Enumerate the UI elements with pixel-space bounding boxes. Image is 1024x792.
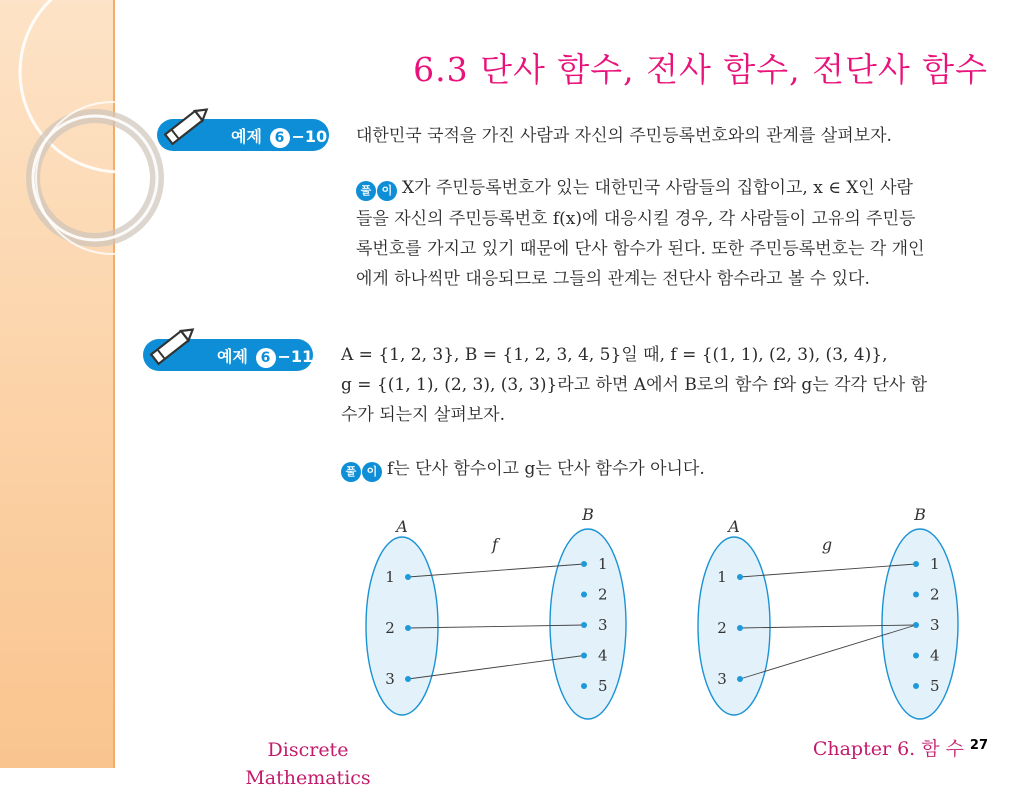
element-label: 5 bbox=[598, 677, 608, 695]
page-number: 27 bbox=[969, 738, 988, 753]
footer-course: Discrete Mathematics bbox=[245, 739, 371, 789]
element-dot bbox=[737, 574, 743, 580]
pencil-icon bbox=[145, 323, 199, 367]
set-label: A bbox=[396, 517, 408, 536]
set-ellipse bbox=[882, 529, 958, 719]
example-6-10-solution bbox=[356, 173, 925, 294]
example-badge-circle-num: 6 bbox=[270, 128, 290, 148]
solution-line: 록번호를 가지고 있기 때문에 단사 함수가 된다. 또한 주민등록번호는 각 개인 bbox=[356, 238, 925, 259]
element-dot bbox=[737, 625, 743, 631]
element-dot bbox=[581, 592, 587, 598]
set-ellipse bbox=[366, 537, 438, 715]
element-dot bbox=[737, 676, 743, 682]
element-label: 2 bbox=[598, 585, 608, 604]
example-badge-suffix: −11 bbox=[277, 347, 314, 366]
set-label: B bbox=[914, 505, 926, 524]
element-label: 1 bbox=[717, 568, 727, 586]
page-title: 6.3 단사 함수, 전사 함수, 전단사 함수 bbox=[413, 50, 988, 89]
element-dot bbox=[581, 561, 587, 567]
question-line: g = {(1, 1), (2, 3), (3, 3)}라고 하면 A에서 B로의 함수 f와 g는 각각 단사 함 bbox=[341, 375, 928, 395]
example-badge-circle-num: 6 bbox=[256, 348, 276, 368]
element-label: 4 bbox=[598, 646, 608, 665]
example-6-11-question bbox=[341, 340, 927, 430]
footer-chapter: Chapter 6. 함 수 bbox=[812, 738, 964, 760]
element-dot bbox=[405, 625, 411, 631]
element-label: 2 bbox=[717, 619, 727, 637]
example-6-10-question: 대한민국 국적을 가진 사람과 자신의 주민등록번호와의 관계를 살펴보자. bbox=[356, 126, 892, 146]
example-badge-word: 예제 bbox=[231, 127, 262, 146]
set-label: B bbox=[582, 505, 594, 524]
solution-marker: 풀 이 bbox=[356, 174, 398, 204]
example-badge-6-11 bbox=[143, 339, 313, 371]
element-dot bbox=[405, 676, 411, 682]
element-dot bbox=[913, 561, 919, 567]
example-badge-suffix: −10 bbox=[291, 127, 328, 146]
decorative-rings bbox=[0, 0, 220, 320]
example-badge-6-10 bbox=[157, 119, 329, 151]
element-label: 3 bbox=[385, 670, 395, 688]
element-label: 1 bbox=[930, 555, 940, 573]
element-label: 3 bbox=[930, 616, 940, 634]
element-dot bbox=[405, 574, 411, 580]
element-label: 2 bbox=[385, 619, 395, 637]
question-line: A = {1, 2, 3}, B = {1, 2, 3, 4, 5}일 때, f = {(1, 1), (2, 3), (3, 4)}, bbox=[341, 345, 888, 365]
example-6-11-solution bbox=[341, 454, 705, 485]
element-label: 2 bbox=[930, 585, 940, 604]
pencil-icon bbox=[159, 103, 213, 147]
element-label: 1 bbox=[385, 568, 395, 586]
function-label: g bbox=[821, 535, 833, 554]
solution-marker: 풀 이 bbox=[341, 455, 383, 485]
element-label: 5 bbox=[930, 677, 940, 695]
element-dot bbox=[913, 653, 919, 659]
element-dot bbox=[581, 683, 587, 689]
set-ellipse bbox=[698, 537, 770, 715]
solution-line: 에게 하나씩만 대응되므로 그들의 관계는 전단사 함수라고 볼 수 있다. bbox=[356, 268, 870, 289]
set-ellipse bbox=[550, 529, 626, 719]
question-line: 수가 되는지 살펴보자. bbox=[341, 405, 506, 425]
element-dot bbox=[581, 653, 587, 659]
solution-line: 들을 자신의 주민등록번호 f(x)에 대응시킬 경우, 각 사람들이 고유의 주민등 bbox=[356, 208, 916, 229]
element-label: 3 bbox=[598, 616, 608, 634]
element-label: 1 bbox=[598, 555, 608, 573]
example-badge-word: 예제 bbox=[217, 347, 248, 366]
mapping-diagrams bbox=[340, 502, 1000, 722]
element-dot bbox=[913, 592, 919, 598]
element-label: 3 bbox=[717, 670, 727, 688]
solution-line: X가 주민등록번호가 있는 대한민국 사람들의 집합이고, x ∈ X인 사람 bbox=[402, 178, 913, 198]
element-dot bbox=[581, 622, 587, 628]
element-label: 4 bbox=[930, 646, 940, 665]
element-dot bbox=[913, 622, 919, 628]
set-label: A bbox=[728, 517, 740, 536]
function-label: f bbox=[492, 535, 498, 554]
element-dot bbox=[913, 683, 919, 689]
solution-line: f는 단사 함수이고 g는 단사 함수가 아니다. bbox=[387, 459, 705, 479]
